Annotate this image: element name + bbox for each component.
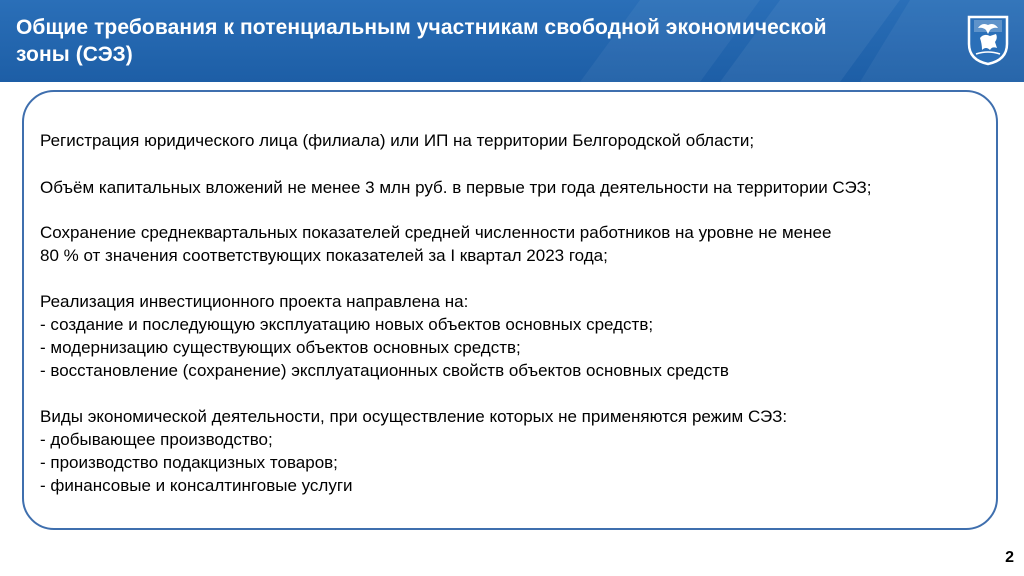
slide-header bbox=[0, 0, 1024, 82]
list-item: - создание и последующую эксплуатацию новых объектов основных средств; bbox=[40, 315, 654, 334]
requirement-staff-line-1: Сохранение среднеквартальных показателей средней численности работников на уровне не менее bbox=[40, 223, 832, 242]
list-item: - финансовые и консалтинговые услуги bbox=[40, 476, 353, 495]
requirement-staff bbox=[40, 221, 990, 267]
requirement-investment: Объём капитальных вложений не менее 3 млн руб. в первые три года деятельности на территории СЭЗ; bbox=[40, 178, 872, 197]
requirement-staff-line-2: 80 % от значения соответствующих показателей за I квартал 2023 года; bbox=[40, 246, 608, 265]
list-item: - добывающее производство; bbox=[40, 430, 273, 449]
list-item: - модернизацию существующих объектов основных средств; bbox=[40, 338, 521, 357]
list-item: - производство подакцизных товаров; bbox=[40, 453, 338, 472]
slide-title-line-1: Общие требования к потенциальным участникам свободной экономической bbox=[16, 16, 827, 39]
slide-title bbox=[16, 14, 916, 68]
list-item: - восстановление (сохранение) эксплуатационных свойств объектов основных средств bbox=[40, 361, 729, 380]
project-heading: Реализация инвестиционного проекта направлена на: bbox=[40, 292, 469, 311]
requirement-registration: Регистрация юридического лица (филиала) или ИП на территории Белгородской области; bbox=[40, 131, 755, 150]
requirement-excluded-activities bbox=[40, 405, 990, 497]
excluded-heading: Виды экономической деятельности, при осуществление которых не применяются режим СЭЗ: bbox=[40, 407, 788, 426]
slide-title-line-2: зоны (СЭЗ) bbox=[16, 43, 133, 66]
requirement-project bbox=[40, 290, 990, 382]
belgorod-coat-of-arms-icon bbox=[966, 14, 1010, 66]
page-number: 2 bbox=[1005, 549, 1014, 566]
